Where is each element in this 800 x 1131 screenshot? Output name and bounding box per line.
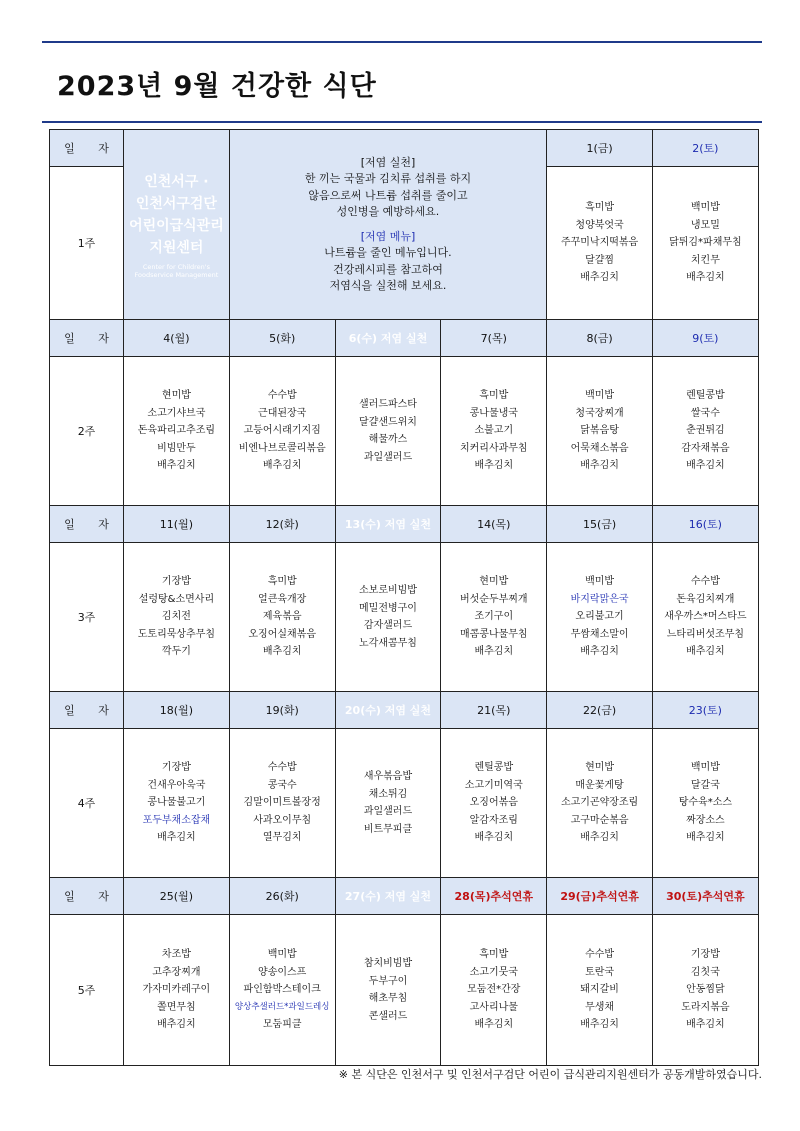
- menu-item: 배추김치: [686, 460, 725, 472]
- menu-item: 김칫국: [690, 966, 720, 978]
- menu-item: 메밀전병구이: [359, 602, 417, 614]
- menu-item: 비엔나브로콜리볶음: [238, 442, 326, 454]
- menu-item: 소고기곤약장조림: [560, 797, 639, 809]
- menu-item: 모둠전*간장: [467, 984, 521, 996]
- day-menu: [547, 729, 653, 878]
- menu-item: 고추장찌개: [152, 966, 201, 978]
- week-label: 5주: [50, 915, 124, 1066]
- notice-line: 나트륨을 줄인 메뉴입니다.: [324, 246, 452, 259]
- menu-item: 배추김치: [262, 646, 302, 658]
- menu-item: 수수밥: [585, 949, 615, 961]
- day-menu: [652, 729, 758, 878]
- menu-item: 달걀샌드위치: [359, 416, 417, 428]
- day-date: 5(화): [229, 320, 335, 357]
- date-header-label: 일 자: [50, 320, 124, 357]
- date-header-label: 일 자: [50, 506, 124, 543]
- day-date: 6(수) 저염 실천: [335, 320, 441, 357]
- menu-item: 배추김치: [580, 646, 619, 658]
- day-menu: [441, 357, 547, 506]
- menu-item: 감자샐러드: [363, 620, 413, 631]
- menu-item: 배추김치: [157, 460, 196, 472]
- menu-item: 채소튀김: [368, 788, 408, 800]
- menu-item: 새우까스*머스타드: [664, 611, 747, 623]
- day-menu: [124, 543, 230, 692]
- day-menu: [441, 543, 547, 692]
- menu-item: 배추김치: [686, 832, 725, 844]
- menu-table: [49, 129, 759, 1066]
- menu-item: 오징어실채볶음: [248, 628, 316, 640]
- notice-line: 저염식을 실천해 보세요.: [329, 279, 447, 292]
- menu-item: 달갈국: [690, 779, 720, 791]
- header-row-week2: [50, 320, 759, 357]
- center-subtitle-line: Foodservice Management: [134, 270, 219, 279]
- menu-item: 해초무침: [368, 993, 408, 1004]
- menu-item: 기장밥: [161, 762, 191, 774]
- day-date: 2(토): [652, 130, 758, 167]
- menu-item: 참치비빔밥: [363, 958, 413, 969]
- center-name-line: 인천서구검단: [135, 195, 217, 212]
- menu-item: 배추김치: [157, 1019, 196, 1031]
- day-menu: [547, 543, 653, 692]
- menu-item: 깍두기: [161, 646, 191, 658]
- footnote: ※ 본 식단은 인천서구 및 인천서구검단 어린이 급식관리지원센터가 공동개발하였습니다.: [338, 1068, 762, 1081]
- day-date: 21(목): [441, 692, 547, 729]
- center-subtitle-line: Center for Children's: [142, 262, 210, 271]
- menu-item: 해물까스: [368, 434, 408, 445]
- menu-item: 제육볶음: [262, 611, 302, 623]
- menu-item: 조기구이: [474, 611, 514, 623]
- day-menu: [124, 729, 230, 878]
- header-row-week3: [50, 506, 759, 543]
- menu-item: 양송이스프: [258, 966, 307, 978]
- menu-item: 바지락맑은국: [570, 593, 629, 605]
- day-menu: [335, 357, 441, 506]
- date-header-label: 일 자: [50, 692, 124, 729]
- day-menu: [652, 357, 758, 506]
- day-date: 9(토): [652, 320, 758, 357]
- day-menu: [547, 167, 653, 320]
- menu-item: 춘권튀김: [686, 425, 725, 437]
- menu-item: 파인함박스테이크: [243, 984, 321, 996]
- menu-item: 배추김치: [157, 832, 196, 844]
- header-row-week1: [50, 130, 759, 167]
- menu-item: 오징어볶음: [469, 797, 518, 809]
- date-header-label: 일 자: [50, 130, 124, 167]
- day-menu: [229, 729, 335, 878]
- header-row-week5: [50, 878, 759, 915]
- menu-item: 청국장찌개: [575, 407, 624, 419]
- day-date: 22(금): [547, 692, 653, 729]
- menu-item: 도라지볶음: [681, 1001, 730, 1013]
- menu-item: 수수밥: [690, 576, 720, 588]
- day-menu: [547, 915, 653, 1066]
- menu-item: 흑미밥: [479, 949, 509, 961]
- day-date: 12(화): [229, 506, 335, 543]
- center-name-line: 인천서구 ·: [144, 173, 209, 190]
- menu-item: 무쌈채소말이: [570, 628, 629, 640]
- week-row-5: [50, 915, 759, 1066]
- menu-item: 백미밥: [690, 762, 720, 774]
- day-date: 26(화): [229, 878, 335, 915]
- day-menu: [652, 167, 758, 320]
- menu-item: 새우볶음밥: [363, 771, 413, 782]
- menu-item: 배추김치: [580, 460, 619, 472]
- menu-item: 근대된장국: [258, 407, 307, 419]
- menu-item: 흑미밥: [585, 202, 615, 214]
- menu-item: 소고기뭇국: [469, 966, 518, 978]
- center-name: [124, 171, 229, 259]
- day-date: 19(화): [229, 692, 335, 729]
- center-logo: [124, 130, 230, 320]
- menu-item: 김치전: [161, 611, 191, 623]
- center-subtitle: [124, 263, 229, 279]
- day-date: 23(토): [652, 692, 758, 729]
- menu-item: 치킨무: [690, 254, 720, 266]
- day-date: 18(월): [124, 692, 230, 729]
- menu-item: 백미밥: [267, 949, 297, 961]
- center-name-line: 어린이급식관리: [129, 217, 224, 234]
- menu-item: 돼지갈비: [580, 984, 619, 996]
- menu-item: 두부구이: [368, 975, 408, 987]
- menu-item: 과일샐러드: [363, 451, 413, 463]
- menu-item: 콩국수: [267, 779, 297, 791]
- page-title: 2023년 9월 건강한 식단: [57, 71, 377, 102]
- menu-item: 배추김치: [686, 646, 725, 658]
- menu-item: 소고기샤브국: [147, 407, 206, 419]
- menu-item: 달걀찜: [585, 254, 615, 266]
- day-date: 20(수) 저염 실천: [335, 692, 441, 729]
- menu-item: 매콤콩나물무침: [459, 628, 528, 640]
- menu-item: 현미밥: [585, 762, 615, 774]
- menu-item: 돈육파리고추조림: [137, 425, 216, 437]
- notice-heading-menu: [저염 메뉴]: [360, 229, 416, 243]
- menu-item: 쌀국수: [690, 407, 720, 419]
- menu-item: 흑미밥: [479, 390, 509, 402]
- menu-item: 배추김치: [474, 1019, 514, 1031]
- day-date: 29(금)추석연휴: [547, 878, 653, 915]
- menu-item: 기장밥: [161, 576, 191, 588]
- day-date: 30(토)추석연휴: [652, 878, 758, 915]
- menu-item: 고사리나물: [469, 1001, 518, 1013]
- menu-item: 배추김치: [474, 832, 514, 844]
- menu-item: 렌틸콩밥: [474, 762, 514, 774]
- day-menu: [335, 915, 441, 1066]
- menu-item: 배추김치: [686, 272, 725, 284]
- day-date: 25(월): [124, 878, 230, 915]
- menu-item: 배추김치: [580, 832, 619, 844]
- menu-item: 소고기미역국: [464, 779, 523, 791]
- top-rule: [42, 41, 762, 43]
- notice-line: 건강레시피를 참고하여: [333, 262, 443, 276]
- day-menu: [652, 543, 758, 692]
- menu-item: 안동찜닭: [686, 984, 725, 996]
- menu-item: 느타리버섯조무침: [666, 628, 745, 640]
- menu-item: 콩나물불고기: [147, 797, 206, 809]
- menu-item: 수수밥: [267, 762, 297, 774]
- day-menu: [441, 915, 547, 1066]
- menu-item: 감자채볶음: [681, 442, 730, 454]
- week-label: 1주: [50, 167, 124, 320]
- menu-item: 짜장소스: [686, 814, 725, 826]
- menu-item: 기장밥: [690, 949, 720, 961]
- menu-item: 배추김치: [580, 1019, 619, 1031]
- menu-item: 어묵채소볶음: [570, 442, 629, 454]
- menu-item: 알감자조림: [469, 814, 518, 826]
- menu-item: 백미밥: [585, 576, 615, 588]
- menu-item: 청양북엇국: [575, 219, 624, 231]
- menu-item: 흑미밥: [267, 576, 297, 588]
- menu-item: 김말이미트볼장정: [243, 797, 321, 809]
- menu-item: 닭튀김*파채무침: [669, 237, 742, 249]
- menu-item: 배추김치: [580, 272, 619, 284]
- menu-item: 포두부채소잡채: [142, 814, 211, 826]
- menu-item: 소불고기: [474, 425, 514, 437]
- day-menu: [229, 357, 335, 506]
- menu-item: 비트무피클: [363, 823, 413, 835]
- week-row-2: [50, 357, 759, 506]
- day-date: 28(목)추석연휴: [441, 878, 547, 915]
- menu-item: 쫄면무침: [157, 1001, 196, 1013]
- menu-item: 소보로비빔밥: [359, 585, 417, 596]
- menu-item: 현미밥: [161, 390, 191, 402]
- menu-item: 탕수육*소스: [678, 797, 733, 809]
- day-menu: [547, 357, 653, 506]
- day-menu: [335, 543, 441, 692]
- day-menu: [124, 357, 230, 506]
- menu-item: 매운꽃게탕: [575, 779, 624, 791]
- notice-heading-practice: [저염 실천]: [360, 155, 416, 169]
- menu-item: 치커리사과무침: [459, 442, 528, 454]
- menu-item: 샐러드파스타: [359, 399, 417, 410]
- title-rule: [42, 121, 762, 123]
- menu-item: 백미밥: [690, 202, 720, 214]
- day-menu: [441, 729, 547, 878]
- menu-item: 오리불고기: [575, 611, 624, 623]
- notice-line: 않음으로써 나트륨 섭취를 줄이고: [308, 188, 468, 202]
- menu-item: 수수밥: [267, 390, 297, 402]
- menu-item: 토란국: [585, 966, 615, 978]
- menu-item: 현미밥: [479, 576, 509, 588]
- menu-item: 무생채: [585, 1001, 615, 1013]
- week-label: 2주: [50, 357, 124, 506]
- menu-item: 고등어시래기지짐: [243, 425, 321, 437]
- day-menu: [124, 915, 230, 1066]
- day-menu: [652, 915, 758, 1066]
- menu-item: 가자미카레구이: [142, 984, 211, 996]
- day-date: 1(금): [547, 130, 653, 167]
- day-menu: [229, 543, 335, 692]
- week-label: 4주: [50, 729, 124, 878]
- menu-item: 고구마순볶음: [570, 814, 629, 826]
- day-date: 8(금): [547, 320, 653, 357]
- menu-item: 설렁탕&소면사리: [138, 593, 215, 605]
- menu-item: 차조밥: [161, 949, 191, 961]
- menu-item: 비빔만두: [157, 442, 196, 454]
- day-date: 27(수) 저염 실천: [335, 878, 441, 915]
- menu-item: 주꾸미낙지떡볶음: [560, 237, 639, 249]
- low-salt-notice: [229, 130, 546, 320]
- notice-line: 성인병을 예방하세요.: [336, 205, 440, 218]
- menu-item: 배추김치: [262, 460, 302, 472]
- day-menu: [229, 915, 335, 1066]
- day-date: 7(목): [441, 320, 547, 357]
- day-date: 14(목): [441, 506, 547, 543]
- menu-item: 콘샐러드: [368, 1010, 408, 1022]
- menu-item: 얼큰육개장: [258, 593, 307, 605]
- menu-item: 열무김치: [262, 832, 302, 844]
- day-date: 4(월): [124, 320, 230, 357]
- menu-item: 도토리묵상추무침: [137, 628, 216, 640]
- menu-item: 냉모밀: [690, 219, 720, 231]
- notice-line: 한 끼는 국물과 김치류 섭취를 하지: [304, 172, 472, 185]
- menu-item: 돈육김치찌개: [676, 593, 735, 605]
- week-row-3: [50, 543, 759, 692]
- week-row-4: [50, 729, 759, 878]
- menu-item: 백미밥: [585, 390, 615, 402]
- menu-item: 사과오이무침: [253, 814, 312, 826]
- menu-item: 건새우아욱국: [147, 779, 206, 791]
- menu-item: 노각새콤무침: [359, 637, 417, 649]
- menu-item: 배추김치: [474, 460, 514, 472]
- menu-item: 배추김치: [686, 1019, 725, 1031]
- menu-item: 콩나물냉국: [469, 407, 518, 419]
- day-date: 13(수) 저염 실천: [335, 506, 441, 543]
- center-name-line: 지원센터: [149, 239, 204, 256]
- day-date: 11(월): [124, 506, 230, 543]
- menu-item: 렌틸콩밥: [686, 390, 725, 402]
- menu-item: 과일샐러드: [363, 806, 413, 817]
- header-row-week4: [50, 692, 759, 729]
- menu-item: 버섯순두부찌개: [459, 593, 528, 605]
- day-menu: [335, 729, 441, 878]
- date-header-label: 일 자: [50, 878, 124, 915]
- day-date: 15(금): [547, 506, 653, 543]
- menu-item: 모둠피클: [262, 1019, 302, 1031]
- day-date: 16(토): [652, 506, 758, 543]
- menu-item: 배추김치: [474, 646, 514, 658]
- menu-item: 양상추샐러드*과일드레싱: [234, 1001, 330, 1012]
- week-label: 3주: [50, 543, 124, 692]
- menu-item: 닭볶음탕: [580, 425, 619, 437]
